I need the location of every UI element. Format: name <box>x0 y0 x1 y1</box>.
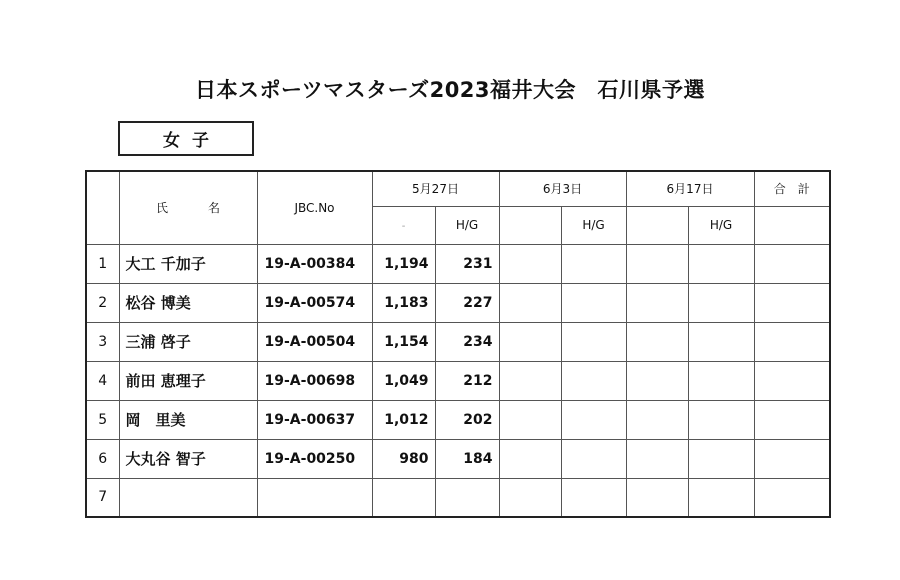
date3-total <box>626 361 688 400</box>
header-date-1: 5月27日 <box>372 171 499 206</box>
date1-hg: 234 <box>435 322 499 361</box>
document-title: 日本スポーツマスターズ2023福井大会 石川県予選 <box>194 78 706 102</box>
date3-total <box>626 439 688 478</box>
date2-total <box>499 439 561 478</box>
table-row <box>86 439 830 478</box>
date3-total <box>626 244 688 283</box>
row-number: 6 <box>86 439 119 478</box>
date3-hg <box>688 244 754 283</box>
date2-hg <box>561 400 626 439</box>
player-name: 前田 恵理子 <box>119 361 257 400</box>
date2-hg <box>561 361 626 400</box>
table-row <box>86 283 830 322</box>
date3-hg <box>688 400 754 439</box>
row-number: 4 <box>86 361 119 400</box>
header-date-3: 6月17日 <box>626 171 754 206</box>
jbc-number: 19-A-00698 <box>257 361 372 400</box>
date2-total <box>499 361 561 400</box>
header-date-2: 6月3日 <box>499 171 626 206</box>
row-number: 7 <box>86 478 119 517</box>
date1-hg: 231 <box>435 244 499 283</box>
table-row <box>86 244 830 283</box>
date1-total: 1,183 <box>372 283 435 322</box>
date1-total: 1,049 <box>372 361 435 400</box>
date1-total: 1,154 <box>372 322 435 361</box>
jbc-number <box>257 478 372 517</box>
jbc-number: 19-A-00250 <box>257 439 372 478</box>
player-name <box>119 478 257 517</box>
date1-total <box>372 478 435 517</box>
grand-total <box>754 439 830 478</box>
date2-total <box>499 322 561 361</box>
header-number <box>86 171 119 244</box>
table-row <box>86 322 830 361</box>
header-total: 合 計 <box>754 171 830 206</box>
grand-total <box>754 361 830 400</box>
grand-total <box>754 283 830 322</box>
table-row <box>86 361 830 400</box>
date3-hg <box>688 439 754 478</box>
date3-total <box>626 478 688 517</box>
date3-hg <box>688 478 754 517</box>
date2-total <box>499 400 561 439</box>
date2-hg <box>561 322 626 361</box>
date3-hg <box>688 322 754 361</box>
header-jbc: JBC.No <box>257 171 372 244</box>
date1-hg: 202 <box>435 400 499 439</box>
date3-total <box>626 283 688 322</box>
grand-total <box>754 400 830 439</box>
date3-total <box>626 400 688 439</box>
date3-hg <box>688 361 754 400</box>
date1-total: 980 <box>372 439 435 478</box>
date2-total <box>499 283 561 322</box>
date2-hg <box>561 478 626 517</box>
grand-total <box>754 322 830 361</box>
player-name: 三浦 啓子 <box>119 322 257 361</box>
jbc-number: 19-A-00384 <box>257 244 372 283</box>
jbc-number: 19-A-00637 <box>257 400 372 439</box>
player-name: 大工 千加子 <box>119 244 257 283</box>
header-date1-total: - <box>372 206 435 244</box>
player-name: 松谷 博美 <box>119 283 257 322</box>
date2-hg <box>561 283 626 322</box>
header-date2-hg: H/G <box>561 206 626 244</box>
category-label: 女子 <box>163 131 221 151</box>
header-date3-hg: H/G <box>688 206 754 244</box>
date1-hg: 227 <box>435 283 499 322</box>
grand-total <box>754 244 830 283</box>
date3-total <box>626 322 688 361</box>
date3-hg <box>688 283 754 322</box>
header-name: 氏 名 <box>119 171 257 244</box>
grand-total <box>754 478 830 517</box>
date1-hg: 184 <box>435 439 499 478</box>
header-total-sub <box>754 206 830 244</box>
player-name: 岡 里美 <box>119 400 257 439</box>
date2-hg <box>561 244 626 283</box>
date1-hg: 212 <box>435 361 499 400</box>
row-number: 5 <box>86 400 119 439</box>
table-row <box>86 400 830 439</box>
category-box <box>118 121 254 156</box>
row-number: 2 <box>86 283 119 322</box>
table-row <box>86 478 830 517</box>
date2-total <box>499 244 561 283</box>
header-date3-total <box>626 206 688 244</box>
header-date1-hg: H/G <box>435 206 499 244</box>
row-number: 1 <box>86 244 119 283</box>
date2-total <box>499 478 561 517</box>
date1-hg <box>435 478 499 517</box>
jbc-number: 19-A-00574 <box>257 283 372 322</box>
row-number: 3 <box>86 322 119 361</box>
date1-total: 1,194 <box>372 244 435 283</box>
date2-hg <box>561 439 626 478</box>
results-table <box>85 170 831 518</box>
player-name: 大丸谷 智子 <box>119 439 257 478</box>
header-date2-total <box>499 206 561 244</box>
date1-total: 1,012 <box>372 400 435 439</box>
jbc-number: 19-A-00504 <box>257 322 372 361</box>
